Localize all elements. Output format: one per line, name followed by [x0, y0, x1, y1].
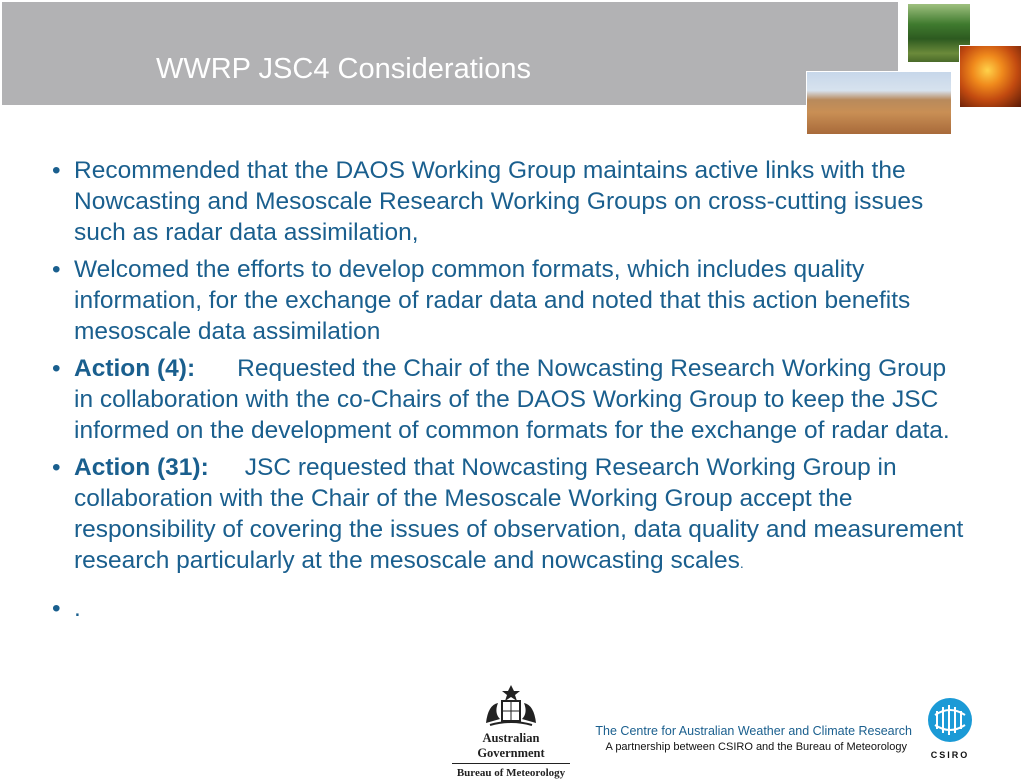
centre-name: The Centre for Australian Weather and Climate Research — [595, 724, 912, 738]
bullet-tail: . — [739, 555, 744, 571]
action-label: Action (4): — [74, 355, 196, 382]
bullet-marker: • — [52, 454, 61, 481]
csiro-icon — [927, 697, 973, 743]
farm-field-photo — [806, 71, 952, 135]
bullet-item — [52, 593, 972, 624]
bullet-marker: • — [52, 355, 61, 382]
csiro-label: CSIRO — [930, 750, 970, 760]
gov-text: Australian Government — [452, 731, 570, 764]
bullet-item — [52, 155, 972, 248]
bushfire-photo — [959, 45, 1022, 108]
bullet-list — [52, 155, 972, 630]
australian-government-logo — [452, 683, 570, 779]
bullet-marker: • — [52, 256, 61, 283]
bullet-item — [52, 353, 972, 446]
bullet-item — [52, 452, 972, 579]
bullet-marker: • — [52, 157, 61, 184]
bullet-marker: • — [52, 595, 61, 622]
partnership-text: A partnership between CSIRO and the Bureau of Meteorology — [605, 741, 907, 753]
bullet-text: JSC requested that Nowcasting Research Working Group in collaboration with the Chair of the Mesoscale Working Group accept the responsibility of covering the issues of observation, data quality and measurement research particularly at the mesoscale and nowcasting scales — [74, 454, 964, 574]
coat-of-arms-icon — [476, 683, 546, 729]
bullet-text: Recommended that the DAOS Working Group maintains active links with the Nowcasting and Mesoscale Research Working Groups on cross-cutting issues such as radar data assimilation, — [74, 157, 924, 246]
bullet-item — [52, 254, 972, 347]
bullet-text: Requested the Chair of the Nowcasting Research Working Group in collaboration with the co-Chairs of the DAOS Working Group to keep the JSC informed on the development of common formats for the exchange of radar data. — [74, 355, 950, 444]
slide-title: WWRP JSC4 Considerations — [156, 53, 531, 85]
bullet-text: . — [74, 595, 81, 622]
action-label: Action (31): — [74, 454, 209, 481]
csiro-logo — [926, 697, 974, 760]
bullet-text: Welcomed the efforts to develop common formats, which includes quality information, for the exchange of radar data and noted that this action benefits mesoscale data assimilation — [74, 256, 911, 345]
bom-text: Bureau of Meteorology — [456, 767, 566, 779]
